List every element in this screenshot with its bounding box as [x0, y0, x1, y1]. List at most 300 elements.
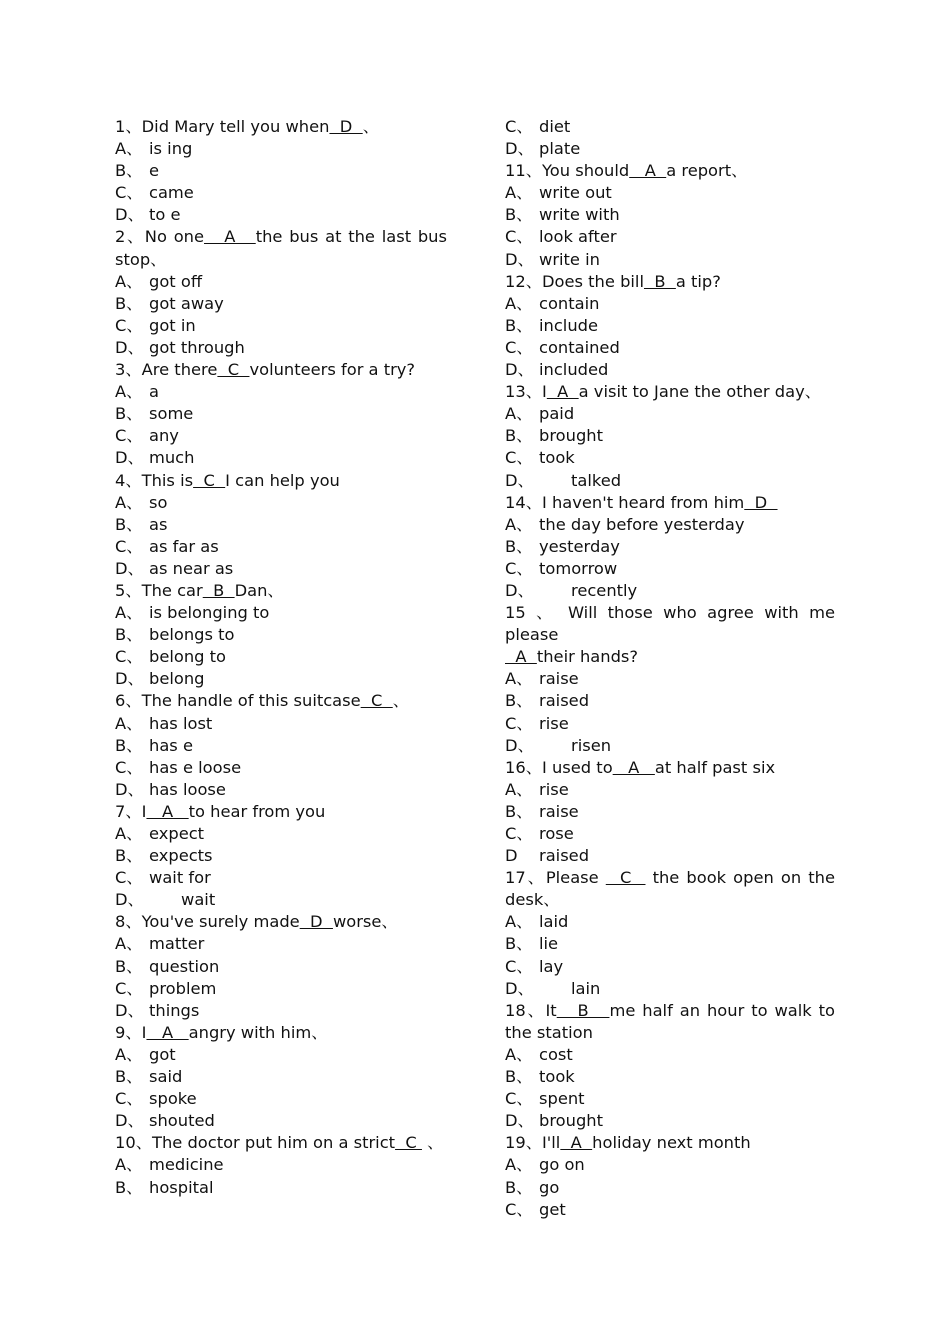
answer-option	[115, 735, 447, 757]
option-letter: B、	[115, 1177, 143, 1197]
option-text: brought	[539, 1111, 603, 1131]
option-text: talked	[571, 470, 622, 490]
question-text: 7、I	[115, 801, 147, 821]
option-text: got away	[149, 293, 224, 313]
answer-option	[505, 226, 835, 248]
option-letter: D、	[115, 448, 144, 468]
option-text: got off	[149, 271, 203, 291]
answer-blank: A	[146, 801, 189, 821]
option-text: contain	[539, 293, 600, 313]
option-text: question	[149, 956, 220, 976]
question-line	[505, 757, 835, 779]
option-text: look after	[539, 227, 617, 247]
option-letter: D、	[115, 558, 144, 578]
option-text: got	[149, 1044, 176, 1064]
answer-blank: A	[546, 382, 579, 402]
question-text: 3、Are there	[115, 360, 218, 380]
option-letter: D、	[115, 337, 144, 357]
question-text: 10、The doctor put him on a strict	[115, 1133, 396, 1153]
answer-option	[505, 668, 835, 690]
answer-option	[115, 138, 447, 160]
answer-blank: B	[643, 271, 676, 291]
answer-blank: D	[299, 912, 333, 932]
option-text: spent	[539, 1089, 585, 1109]
option-letter: B、	[505, 315, 533, 335]
answer-blank: C	[217, 360, 250, 380]
option-text: raise	[539, 801, 579, 821]
option-letter: A、	[115, 1044, 143, 1064]
option-letter: B、	[115, 735, 143, 755]
option-letter: C、	[505, 448, 533, 468]
option-text: as	[149, 514, 168, 534]
question-text: 9、I	[115, 1022, 147, 1042]
answer-option	[505, 823, 835, 845]
option-letter: C、	[505, 117, 533, 136]
option-text: spoke	[149, 1089, 197, 1109]
option-letter: B、	[505, 1067, 533, 1087]
answer-option	[505, 116, 835, 138]
option-letter: C、	[115, 978, 143, 998]
option-text: write out	[539, 183, 612, 203]
answer-option	[115, 447, 447, 469]
question-text: 5、The car	[115, 580, 203, 600]
option-letter: A、	[115, 139, 143, 159]
option-letter: C、	[505, 713, 533, 733]
question-line	[115, 1022, 447, 1044]
question-line	[115, 690, 447, 712]
answer-blank: C	[360, 691, 393, 711]
answer-option	[505, 690, 835, 712]
option-text: things	[149, 1000, 200, 1020]
option-text: as near as	[149, 558, 234, 578]
option-letter: B、	[505, 536, 533, 556]
question-line	[115, 116, 447, 138]
answer-option	[115, 602, 447, 624]
question-text: 12、Does the bill	[505, 271, 644, 291]
option-letter: B、	[115, 404, 143, 424]
answer-option	[115, 668, 447, 690]
answer-option	[115, 293, 447, 315]
answer-option	[115, 867, 447, 889]
option-letter: C、	[505, 1199, 533, 1219]
option-letter: C、	[505, 227, 533, 247]
option-text: rise	[539, 779, 569, 799]
option-letter: C、	[505, 558, 533, 578]
option-letter: A、	[505, 1044, 533, 1064]
option-letter: C、	[505, 1089, 533, 1109]
option-text: medicine	[149, 1155, 224, 1175]
answer-option	[115, 381, 447, 403]
question-text: 1、Did Mary tell you when	[115, 117, 330, 136]
question-text: 6、The handle of this suitcase	[115, 691, 361, 711]
option-letter: D、	[115, 669, 144, 689]
question-line	[115, 580, 447, 602]
answer-option	[115, 646, 447, 668]
answer-option	[505, 801, 835, 823]
option-text: as far as	[149, 536, 219, 556]
option-text: some	[149, 404, 194, 424]
option-letter: C、	[505, 824, 533, 843]
answer-blank: C	[193, 470, 226, 490]
answer-option	[115, 713, 447, 735]
option-letter: A、	[115, 713, 143, 733]
answer-blank: D	[744, 492, 778, 512]
option-letter: A、	[505, 514, 533, 534]
answer-option	[115, 558, 447, 580]
option-text: write with	[539, 205, 620, 225]
option-text: raised	[539, 691, 590, 711]
option-letter: D、	[505, 139, 534, 159]
answer-option	[505, 1110, 835, 1132]
answer-option	[505, 425, 835, 447]
question-line	[505, 1132, 835, 1154]
option-text: recently	[571, 580, 638, 600]
answer-option	[115, 823, 447, 845]
option-text: is ing	[149, 139, 193, 159]
option-text: rise	[539, 713, 569, 733]
option-letter: C、	[115, 868, 143, 888]
option-letter: A、	[505, 183, 533, 203]
option-text: include	[539, 315, 598, 335]
option-text: a	[149, 382, 159, 402]
question-text-tail: worse、	[332, 912, 398, 932]
answer-option	[115, 315, 447, 337]
option-letter: D、	[115, 1000, 144, 1020]
question-text: 11、You should	[505, 161, 630, 181]
question-text-tail: angry with him、	[188, 1022, 328, 1042]
option-letter: D、	[115, 205, 144, 225]
answer-option	[115, 536, 447, 558]
question-line	[505, 492, 835, 514]
option-letter: A、	[505, 669, 533, 689]
option-text: expects	[149, 846, 213, 866]
option-text: cost	[539, 1044, 573, 1064]
left-column	[115, 116, 447, 1199]
option-text: has e loose	[149, 757, 242, 777]
option-letter: C、	[115, 426, 143, 446]
option-text: go on	[539, 1155, 585, 1175]
answer-option	[505, 447, 835, 469]
option-text: is belonging to	[149, 603, 270, 623]
answer-option	[505, 933, 835, 955]
option-text: raised	[539, 846, 590, 866]
question-text-tail: the bus at the last bus stop、	[115, 227, 447, 269]
answer-option	[505, 1088, 835, 1110]
option-text: lie	[539, 934, 559, 954]
option-letter: B、	[115, 625, 143, 645]
option-text: shouted	[149, 1111, 215, 1131]
option-letter: A、	[115, 603, 143, 623]
question-line	[115, 226, 447, 270]
option-letter: D、	[115, 1111, 144, 1131]
option-letter: D、	[115, 890, 144, 910]
answer-option	[505, 536, 835, 558]
option-text: write in	[539, 249, 600, 269]
option-text: plate	[539, 139, 581, 159]
option-letter: A、	[505, 293, 533, 313]
answer-option	[115, 1000, 447, 1022]
option-text: any	[149, 426, 179, 446]
question-line	[115, 1132, 447, 1154]
option-text: yesterday	[539, 536, 620, 556]
option-letter: D、	[505, 735, 534, 755]
answer-blank: B	[556, 1000, 610, 1020]
question-text-tail: at half past six	[654, 757, 776, 777]
answer-option	[505, 249, 835, 271]
answer-blank: C	[605, 868, 646, 888]
option-text: belong	[149, 669, 205, 689]
question-line	[115, 801, 447, 823]
option-letter: B、	[115, 846, 143, 866]
option-letter: B、	[505, 801, 533, 821]
option-text: e	[149, 161, 160, 181]
question-line	[505, 1000, 835, 1044]
answer-option	[115, 779, 447, 801]
option-letter: D、	[505, 1111, 534, 1131]
answer-option	[115, 1154, 447, 1176]
option-letter: B、	[505, 934, 533, 954]
question-line	[115, 470, 447, 492]
option-text: said	[149, 1067, 183, 1087]
option-text: wait	[181, 890, 216, 910]
option-text: much	[149, 448, 195, 468]
option-text: raise	[539, 669, 579, 689]
option-letter: B、	[115, 1067, 143, 1087]
option-letter: D、	[505, 249, 534, 269]
answer-blank: A	[204, 227, 256, 247]
answer-option	[115, 1110, 447, 1132]
option-letter: C、	[115, 647, 143, 667]
answer-option	[505, 779, 835, 801]
option-letter: C、	[115, 757, 143, 777]
option-text: came	[149, 183, 194, 203]
answer-option	[505, 514, 835, 536]
option-letter: B、	[115, 514, 143, 534]
question-line	[505, 271, 835, 293]
answer-option	[505, 558, 835, 580]
option-text: lain	[571, 978, 601, 998]
question-text: 4、This is	[115, 470, 194, 490]
option-letter: A、	[115, 934, 143, 954]
answer-option	[115, 204, 447, 226]
question-line	[505, 381, 835, 403]
option-text: lay	[539, 956, 564, 976]
answer-option	[505, 911, 835, 933]
answer-blank: A	[629, 161, 667, 181]
option-text: contained	[539, 337, 620, 357]
answer-option	[505, 1154, 835, 1176]
answer-option	[505, 735, 835, 757]
question-text-tail: a report、	[666, 161, 748, 181]
question-text: 18、It	[505, 1000, 557, 1020]
question-line	[505, 602, 835, 646]
question-text-tail: a tip?	[675, 271, 721, 291]
answer-option	[505, 713, 835, 735]
answer-option	[505, 138, 835, 160]
question-line	[505, 646, 835, 668]
right-column	[505, 116, 835, 1221]
answer-option	[505, 956, 835, 978]
answer-option	[115, 337, 447, 359]
answer-option	[115, 403, 447, 425]
answer-option	[115, 514, 447, 536]
answer-option	[505, 337, 835, 359]
question-line	[505, 160, 835, 182]
option-letter: D、	[505, 360, 534, 380]
answer-option	[115, 1044, 447, 1066]
option-letter: A、	[115, 492, 143, 512]
option-letter: C、	[115, 1089, 143, 1109]
option-text: rose	[539, 824, 574, 843]
option-letter: C、	[115, 315, 143, 335]
option-text: took	[539, 1067, 575, 1087]
question-text: 19、I'll	[505, 1133, 561, 1153]
answer-option	[115, 271, 447, 293]
answer-option	[505, 580, 835, 602]
answer-blank: A	[505, 647, 537, 667]
option-letter: B、	[505, 691, 533, 711]
option-letter: B、	[115, 293, 143, 313]
answer-blank: A	[560, 1133, 593, 1153]
answer-option	[505, 315, 835, 337]
option-text: go	[539, 1177, 560, 1197]
answer-option	[505, 293, 835, 315]
answer-option	[115, 845, 447, 867]
option-text: the day before yesterday	[539, 514, 745, 534]
question-text-tail: holiday next month	[592, 1133, 751, 1153]
option-letter: D、	[505, 978, 534, 998]
question-text-tail: me half an hour to walk to the station	[505, 1000, 835, 1042]
option-text: took	[539, 448, 575, 468]
question-text: 15 、 Will those who agree with me please	[505, 603, 835, 645]
option-text: matter	[149, 934, 205, 954]
option-letter: D、	[505, 470, 534, 490]
option-text: got in	[149, 315, 196, 335]
option-letter: B、	[505, 426, 533, 446]
option-letter: D、	[115, 779, 144, 799]
option-text: wait for	[149, 868, 211, 888]
answer-option	[115, 889, 447, 911]
option-text: get	[539, 1199, 566, 1219]
question-text-tail: volunteers for a try?	[249, 360, 416, 380]
option-text: expect	[149, 824, 205, 843]
option-text: included	[539, 360, 609, 380]
option-text: has e	[149, 735, 193, 755]
answer-option	[115, 182, 447, 204]
option-letter: A、	[115, 271, 143, 291]
option-text: tomorrow	[539, 558, 618, 578]
question-text: 14、I haven't heard from him	[505, 492, 745, 512]
answer-option	[115, 933, 447, 955]
answer-option	[505, 182, 835, 204]
option-text: belong to	[149, 647, 227, 667]
option-letter: C、	[115, 536, 143, 556]
option-text: brought	[539, 426, 603, 446]
option-text: diet	[539, 117, 571, 136]
option-letter: C、	[115, 183, 143, 203]
option-letter: B、	[115, 956, 143, 976]
option-text: problem	[149, 978, 217, 998]
question-text: 16、I used to	[505, 757, 613, 777]
answer-option	[505, 470, 835, 492]
question-text-tail: I can help you	[225, 470, 340, 490]
option-letter: B、	[505, 205, 533, 225]
option-text: to e	[149, 205, 181, 225]
answer-blank: A	[146, 1022, 189, 1042]
answer-option	[505, 978, 835, 1000]
option-letter: C、	[505, 956, 533, 976]
option-text: risen	[571, 735, 612, 755]
answer-option	[115, 160, 447, 182]
answer-option	[505, 1044, 835, 1066]
option-letter: B、	[505, 1177, 533, 1197]
question-text: 17、Please	[505, 868, 606, 888]
answer-option	[115, 492, 447, 514]
question-text-tail: a visit to Jane the other day、	[578, 382, 822, 402]
answer-option	[505, 1066, 835, 1088]
option-letter: A、	[505, 912, 533, 932]
answer-blank: B	[202, 580, 235, 600]
option-letter: A、	[505, 1155, 533, 1175]
answer-option	[505, 204, 835, 226]
question-text-tail: their hands?	[536, 647, 639, 667]
answer-option	[505, 403, 835, 425]
question-text-tail: 、	[362, 117, 379, 136]
answer-option	[115, 1066, 447, 1088]
question-line	[115, 359, 447, 381]
answer-option	[505, 1199, 835, 1221]
option-text: hospital	[149, 1177, 214, 1197]
answer-option	[115, 425, 447, 447]
answer-blank: D	[329, 117, 363, 136]
option-letter: A、	[505, 779, 533, 799]
answer-option	[115, 956, 447, 978]
answer-blank: A	[612, 757, 655, 777]
option-text: has loose	[149, 779, 226, 799]
question-text-tail: Dan、	[234, 580, 284, 600]
answer-option	[505, 1177, 835, 1199]
answer-option	[115, 1088, 447, 1110]
question-text-tail: the book open on the desk、	[505, 868, 835, 910]
question-line	[115, 911, 447, 933]
option-letter: A、	[115, 382, 143, 402]
option-letter: A、	[115, 1155, 143, 1175]
option-text: laid	[539, 912, 569, 932]
option-letter: D	[505, 846, 518, 866]
answer-option	[115, 1177, 447, 1199]
option-text: paid	[539, 404, 575, 424]
answer-option	[505, 845, 835, 867]
option-letter: C、	[505, 337, 533, 357]
question-text: 8、You've surely made	[115, 912, 300, 932]
option-text: has lost	[149, 713, 213, 733]
option-letter: A、	[115, 824, 143, 843]
question-text: 13、I	[505, 382, 547, 402]
option-text: belongs to	[149, 625, 235, 645]
answer-option	[505, 359, 835, 381]
option-letter: A、	[505, 404, 533, 424]
question-line	[505, 867, 835, 911]
question-text-tail: to hear from you	[188, 801, 326, 821]
question-text: 2、No one	[115, 227, 205, 247]
option-letter: D、	[505, 580, 534, 600]
option-text: got through	[149, 337, 245, 357]
answer-option	[115, 978, 447, 1000]
question-text-tail: 、	[421, 1133, 444, 1153]
option-text: so	[149, 492, 168, 512]
answer-blank: C	[395, 1133, 422, 1153]
answer-option	[115, 757, 447, 779]
